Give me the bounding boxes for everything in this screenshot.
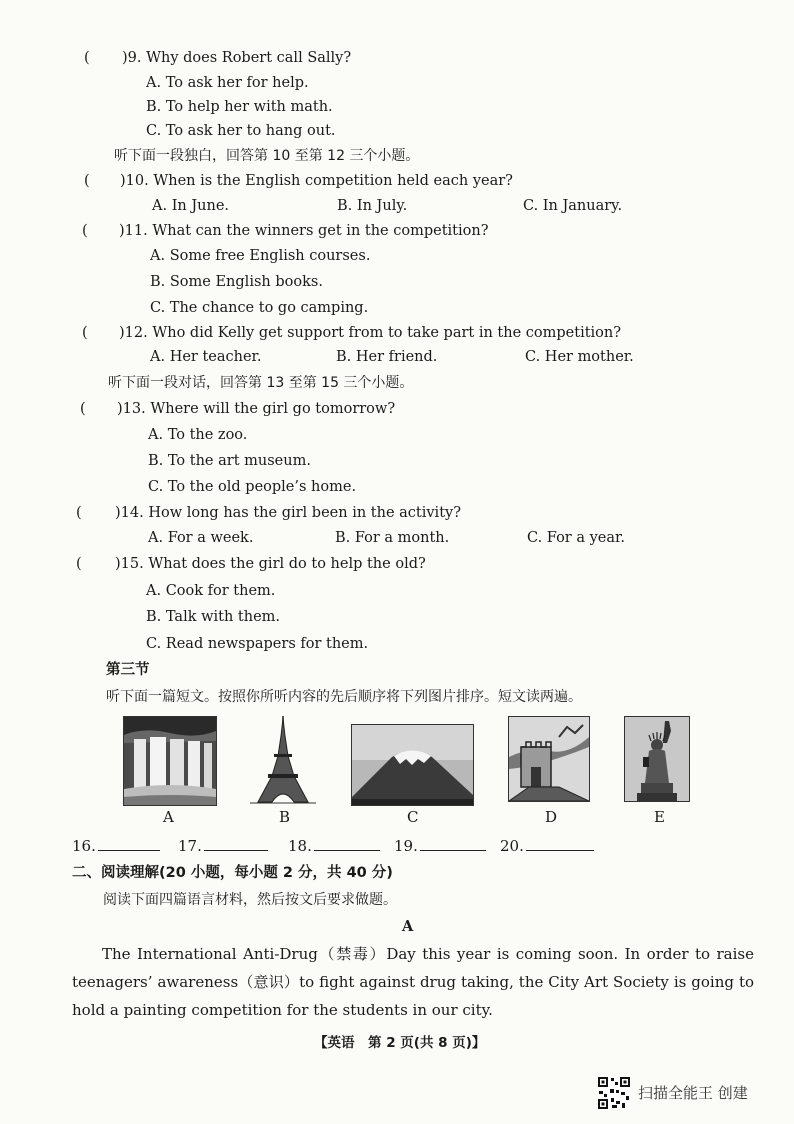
section3-heading: 第三节	[106, 662, 150, 678]
scanner-watermark: 扫描全能王 创建	[638, 1084, 748, 1102]
picture-c	[351, 724, 474, 806]
question-stem: )15. What does the girl do to help the old?	[115, 556, 426, 572]
option-a: A. Some free English courses.	[150, 248, 371, 264]
blank-line[interactable]	[98, 838, 160, 851]
answer-paren[interactable]: (	[84, 50, 90, 66]
blank-line[interactable]	[420, 838, 486, 851]
statue-of-liberty-icon	[625, 717, 689, 801]
picture-b-label: B	[279, 808, 291, 826]
option-a: A. Cook for them.	[146, 583, 276, 599]
option-c: C. The chance to go camping.	[150, 300, 369, 316]
answer-paren[interactable]: (	[84, 173, 90, 189]
answer-blank-18[interactable]	[288, 838, 380, 854]
picture-d	[508, 716, 590, 802]
picture-e-label: E	[654, 808, 665, 826]
answer-blank-16[interactable]	[72, 838, 160, 854]
blank-line[interactable]	[314, 838, 380, 851]
qr-code-icon	[597, 1076, 631, 1110]
blank-number: 20.	[500, 837, 524, 855]
option-c: C. To ask her to hang out.	[146, 123, 336, 139]
passage-a: The International Anti-Drug（禁毒）Day this year is coming soon. In order to raise teenagers’ awareness（意识）to fight against drug taking, the City Art Society is going to hold a painting competition for the students in our city.	[72, 945, 754, 1019]
option-c: C. In January.	[523, 198, 623, 214]
option-a: A. For a week.	[148, 530, 254, 546]
question-stem: )13. Where will the girl go tomorrow?	[117, 401, 396, 417]
question-stem: )11. What can the winners get in the competition?	[119, 223, 489, 239]
option-c: C. For a year.	[527, 530, 625, 546]
mount-fuji-icon	[352, 725, 473, 805]
eiffel-tower-icon	[250, 716, 316, 804]
option-c: C. Her mother.	[525, 349, 634, 365]
monologue-instruction: 听下面一段独白，回答第 10 至第 12 三个小题。	[114, 148, 420, 164]
option-a: A. To the zoo.	[148, 427, 248, 443]
option-a: A. In June.	[152, 198, 230, 214]
picture-a-label: A	[163, 808, 174, 826]
option-c: C. To the old people’s home.	[148, 479, 357, 495]
option-b: B. For a month.	[335, 530, 450, 546]
section3-instruction: 听下面一篇短文。按照你所听内容的先后顺序将下列图片排序。短文读两遍。	[106, 689, 582, 705]
question-stem: )9. Why does Robert call Sally?	[122, 50, 352, 66]
blank-number: 19.	[394, 837, 418, 855]
option-b: B. In July.	[337, 198, 408, 214]
blank-number: 16.	[72, 837, 96, 855]
answer-paren[interactable]: (	[76, 505, 82, 521]
picture-d-label: D	[545, 808, 558, 826]
picture-e	[624, 716, 690, 802]
dialogue-instruction: 听下面一段对话，回答第 13 至第 15 三个小题。	[108, 375, 414, 391]
option-b: B. To help her with math.	[146, 99, 333, 115]
blank-line[interactable]	[204, 838, 268, 851]
question-stem: )10. When is the English competition held each year?	[120, 173, 513, 189]
answer-paren[interactable]: (	[82, 223, 88, 239]
part2-heading: 二、阅读理解(20 小题，每小题 2 分，共 40 分)	[72, 865, 393, 881]
option-c: C. Read newspapers for them.	[146, 636, 369, 652]
part2-instruction: 阅读下面四篇语言材料，然后按文后要求做题。	[103, 892, 397, 908]
picture-a	[123, 716, 217, 806]
option-b: B. Her friend.	[336, 349, 438, 365]
answer-blank-20[interactable]	[500, 838, 594, 854]
blank-number: 17.	[178, 837, 202, 855]
passage-title: A	[402, 918, 414, 935]
answer-paren[interactable]: (	[82, 325, 88, 341]
answer-paren[interactable]: (	[76, 556, 82, 572]
option-b: B. To the art museum.	[148, 453, 311, 469]
question-stem: )14. How long has the girl been in the activity?	[115, 505, 461, 521]
picture-b	[250, 716, 316, 804]
page-footer: 【英语 第 2 页(共 8 页)】	[314, 1035, 486, 1051]
answer-blank-17[interactable]	[178, 838, 268, 854]
option-b: B. Talk with them.	[146, 609, 281, 625]
answer-blank-19[interactable]	[394, 838, 486, 854]
option-a: A. Her teacher.	[150, 349, 262, 365]
answer-paren[interactable]: (	[80, 401, 86, 417]
great-wall-icon	[509, 717, 589, 801]
waterfall-icon	[124, 717, 216, 805]
option-a: A. To ask her for help.	[146, 75, 309, 91]
question-stem: )12. Who did Kelly get support from to take part in the competition?	[119, 325, 622, 341]
picture-c-label: C	[407, 808, 419, 826]
option-b: B. Some English books.	[150, 274, 323, 290]
blank-number: 18.	[288, 837, 312, 855]
blank-line[interactable]	[526, 838, 594, 851]
